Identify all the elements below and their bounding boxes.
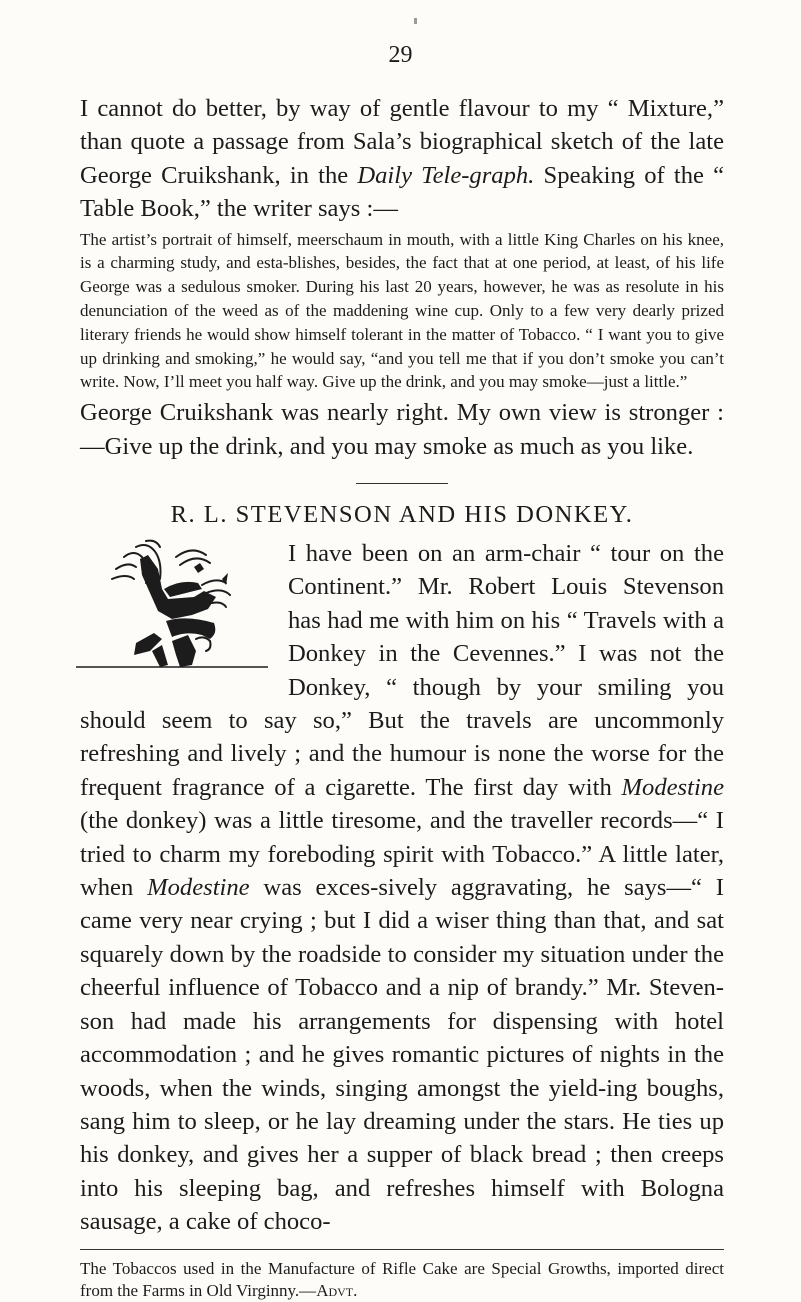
footer-divider <box>80 1249 724 1250</box>
donkey-vignette-illustration <box>76 539 276 671</box>
stevenson-text-2: (the donkey) was a little tiresome, and the traveller records—“ I tried to charm my foreboding spirit with Tobacco.” A little later, when <box>80 807 724 902</box>
newspaper-title: Daily Tele-graph. <box>357 161 535 189</box>
opening-text-2: Speaking of the “ Table Book,” the writer says :— <box>80 161 724 223</box>
section-divider <box>356 483 448 484</box>
stevenson-text-1: I have been on an arm-chair “ tour on the Continent.” Mr. Robert Louis Stevenson has had me with him on his “ Travels with a Donkey in the Cevennes.” I was not the Donkey, “ though by your smiling you should seem to say so,” But the travels are uncommonly refreshing and lively ; and the humour is none the worse for the frequent fragrance of a cigarette. The first day with <box>80 540 724 801</box>
donkey-name: Modestine <box>147 874 250 902</box>
donkey-name: Modestine <box>621 773 724 801</box>
advertisement-footer <box>80 1258 724 1302</box>
advertisement-text: The Tobaccos used in the Manufacture of Rifle Cake are Special Growths, imported direct from the Farms in Old Virginny.— <box>80 1258 724 1300</box>
page-content <box>80 92 724 1302</box>
opening-paragraph <box>80 92 724 226</box>
advertisement-label: Advt. <box>316 1280 358 1300</box>
comment-paragraph: George Cruikshank was nearly right. My own view is stronger :—Give up the drink, and you may smoke as much as you like. <box>80 399 724 460</box>
quoted-passage: The artist’s portrait of himself, meerschaum in mouth, with a little King Charles on his knee, is a charming study, and esta-blishes, besides, the fact that at one period, at least, of his life George was a sedulous smoker. During his last 20 years, however, he was as resolute in his denunciation of the weed as of the maddening wine cup. Only to a few very dearly prized literary friends he would show himself tolerant in the matter of Tobacco. “ I want you to give up drinking and smoking,” he would say, “and you tell me that if you don’t smoke you can’t write. Now, I’ll meet you half way. Give up the drink, and you may smoke—just a little.” <box>80 229 724 392</box>
print-speck <box>414 18 417 24</box>
opening-text-1: I cannot do better, by way of gentle flavour to my “ Mixture,” than quote a passage from Sala’s biographical sketch of the late George Cruikshank, in the <box>80 95 724 189</box>
page-number: 29 <box>388 42 413 68</box>
section-heading: R. L. STEVENSON AND HIS DONKEY. <box>170 501 634 529</box>
stevenson-paragraph <box>80 537 724 1239</box>
stevenson-text-3: was exces-sively aggravating, he says—“ I came very near crying ; but I did a wiser thing than that, and sat squarely down by the roadside to consider my situation under the cheerful influence of Tobacco and a nip of brandy.” Mr. Steven-son had made his arrangements for dispensing with hotel accommodation ; and he gives romantic pictures of nights in the woods, when the winds, singing amongst the yield-ing boughs, sang him to sleep, or he lay dreaming under the stars. He ties up his donkey, and gives her a supper of black bread ; then creeps into his sleeping bag, and refreshes himself with Bologna sausage, a cake of choco- <box>80 874 724 1236</box>
